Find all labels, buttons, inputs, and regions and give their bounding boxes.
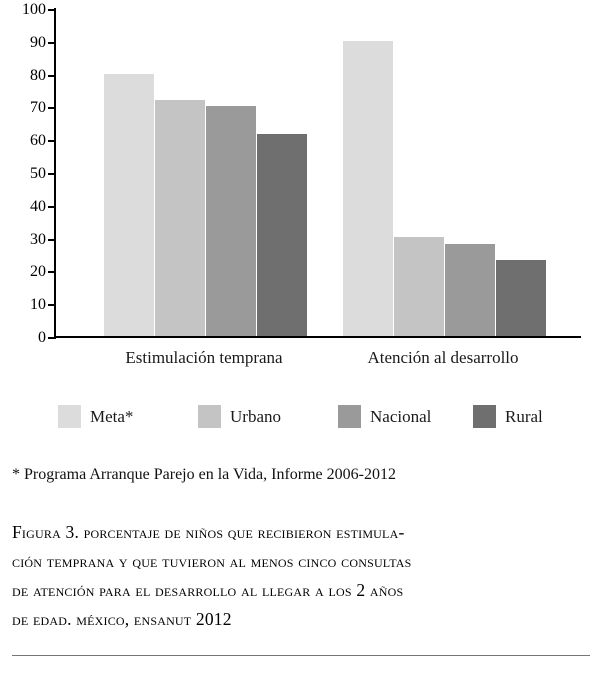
y-tick-mark: [48, 304, 56, 306]
y-tick-label: 10: [8, 297, 46, 313]
figure-caption: [12, 518, 592, 634]
caption-line-2: ción temprana y que tuvieron al menos cinco consultas: [12, 551, 412, 571]
bar: [394, 237, 444, 336]
legend-swatch: [58, 405, 81, 428]
x-axis-line: [54, 336, 581, 338]
y-tick-mark: [48, 337, 56, 339]
y-tick-mark: [48, 173, 56, 175]
bar: [496, 260, 546, 336]
legend-item: [58, 405, 133, 428]
y-tick-mark: [48, 206, 56, 208]
y-tick-label: 0: [8, 330, 46, 346]
y-tick-mark: [48, 271, 56, 273]
y-tick-mark: [48, 75, 56, 77]
legend-label: Nacional: [370, 406, 432, 426]
legend-swatch: [198, 405, 221, 428]
y-tick-label: 20: [8, 264, 46, 280]
y-tick-label: 40: [8, 199, 46, 215]
legend-label: Rural: [505, 406, 543, 426]
legend-swatch: [338, 405, 361, 428]
chart-legend: [58, 405, 578, 437]
y-tick-mark: [48, 140, 56, 142]
legend-swatch: [473, 405, 496, 428]
caption-figure-number: Figura 3.: [12, 522, 80, 542]
bar: [104, 74, 154, 336]
y-tick-label: 30: [8, 232, 46, 248]
y-tick-label: 50: [8, 166, 46, 182]
bar: [343, 41, 393, 336]
legend-item: [338, 405, 431, 428]
bars-container: [56, 8, 581, 336]
y-tick-mark: [48, 107, 56, 109]
caption-line-1: porcentaje de niños que recibieron estimula-: [79, 522, 405, 542]
footnote: * Programa Arranque Parejo en la Vida, Informe 2006-2012: [12, 466, 396, 483]
y-tick-mark: [48, 9, 56, 11]
bar: [257, 134, 307, 336]
bar: [445, 244, 495, 336]
y-tick-mark: [48, 42, 56, 44]
bar: [206, 106, 256, 336]
y-tick-label: 100: [8, 2, 46, 18]
legend-item: [198, 405, 281, 428]
y-tick-label: 80: [8, 68, 46, 84]
y-tick-label: 60: [8, 133, 46, 149]
x-category-label: Atención al desarrollo: [367, 348, 519, 367]
legend-item: [473, 405, 543, 428]
x-category-label: Estimulación temprana: [125, 348, 283, 367]
plot-area: [22, 1, 581, 367]
legend-label: Meta*: [90, 406, 134, 426]
y-tick-mark: [48, 239, 56, 241]
caption-line-4: de edad. méxico, ensanut 2012: [12, 609, 232, 629]
legend-label: Urbano: [230, 406, 281, 426]
horizontal-rule: [12, 655, 590, 656]
bar: [155, 100, 205, 336]
y-tick-label: 90: [8, 35, 46, 51]
y-tick-label: 70: [8, 100, 46, 116]
caption-line-3: de atención para el desarrollo al llegar a los 2 años: [12, 580, 404, 600]
